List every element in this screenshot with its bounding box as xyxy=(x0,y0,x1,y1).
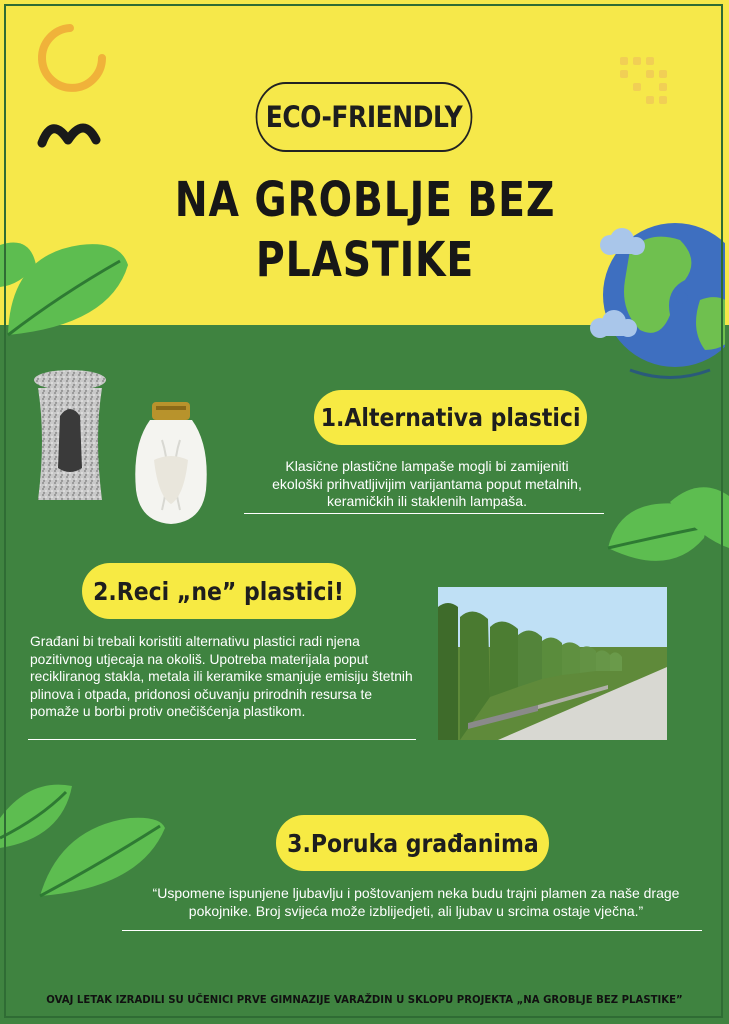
ceramic-lantern-image xyxy=(132,400,210,528)
title-line-1: NA GROBLJE BEZ xyxy=(174,172,556,228)
leaf-icon xyxy=(600,478,729,588)
cemetery-photo xyxy=(438,587,667,740)
section-3-body: “Uspomene ispunjene ljubavlju i poštovanjem neka budu trajni plamen za naše drage pokojnike. Broj svijeća može izblijedjeti, ali ljubav u srcima ostaje vječna.” xyxy=(152,885,680,919)
earth-globe-icon xyxy=(590,220,725,385)
title-line-2: PLASTIKE xyxy=(255,232,475,288)
section-2-divider xyxy=(28,739,416,740)
section-3-heading: 3.Poruka građanima xyxy=(276,815,549,871)
granite-lantern-image xyxy=(30,368,112,508)
section-2-heading: 2.Reci „ne” plastici! xyxy=(82,563,356,619)
section-2-body: Građani bi trebali koristiti alternativu plastici radi njena pozitivnog utjecaja na okoliš. Upotreba materijala poput recikliranog stakla, metala ili keramike smanjuje emisiju štetnih plinova i otpada, pridonosi očuvanju prirodnih resursa te pomaže u borbi protiv onečišćenja plastikom. xyxy=(30,634,413,719)
footer-credit: OVAJ LETAK IZRADILI SU UČENICI PRVE GIMNAZIJE VARAŽDIN U SKLOPU PROJEKTA „NA GROBLJE BEZ PLASTIKE” xyxy=(46,993,683,1006)
section-1-divider xyxy=(244,513,604,514)
bird-icon xyxy=(42,128,96,143)
leaf-icon xyxy=(0,225,130,350)
eco-friendly-badge: ECO-FRIENDLY xyxy=(256,82,473,152)
section-3-divider xyxy=(122,930,702,931)
section-1-heading: 1.Alternativa plastici xyxy=(314,390,587,445)
sun-arc-icon xyxy=(22,18,122,158)
section-1-body: Klasične plastične lampaše mogli bi zamijeniti ekološki prihvatljivijim varijantama poput metalnih, keramičkih ili staklenih lampaša. xyxy=(272,458,582,509)
page-title xyxy=(164,170,566,290)
dots-pattern-icon xyxy=(615,55,685,115)
